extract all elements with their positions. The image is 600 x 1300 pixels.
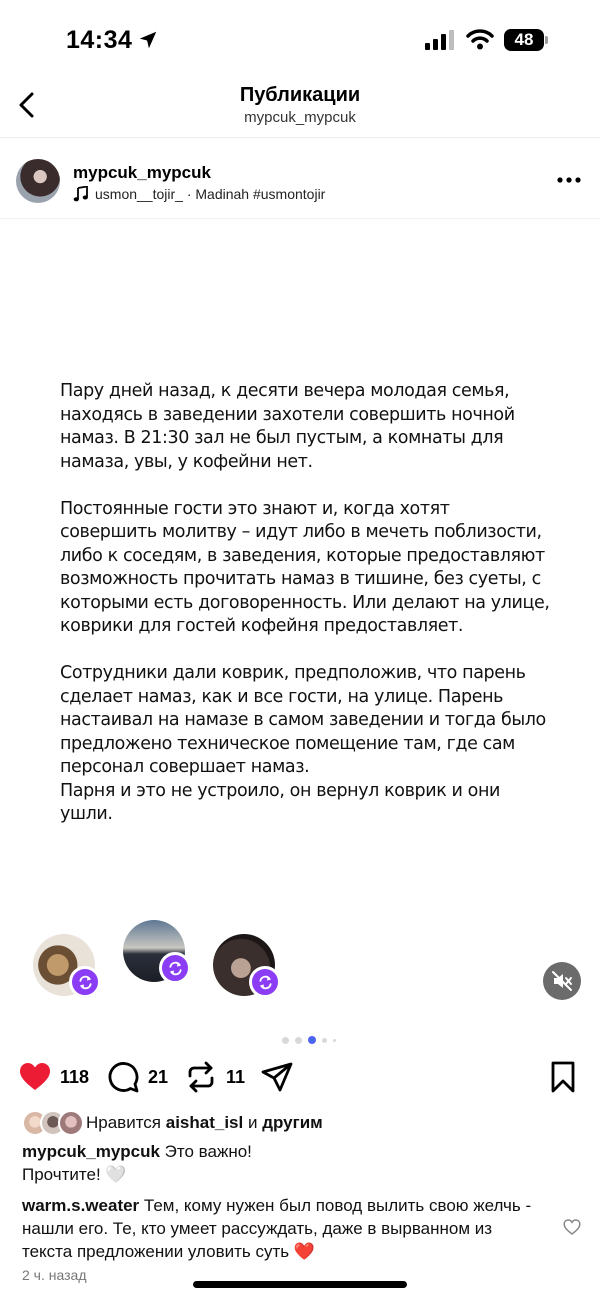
liker-avatars bbox=[22, 1110, 86, 1136]
post-timestamp: 2 ч. назад bbox=[22, 1267, 87, 1283]
comment-button[interactable] bbox=[106, 1060, 168, 1094]
liker-username[interactable]: aishat_isl bbox=[165, 1113, 244, 1132]
wifi-icon bbox=[466, 28, 494, 50]
repost-avatar[interactable] bbox=[123, 920, 185, 982]
carousel-indicator bbox=[282, 1036, 336, 1044]
music-note-icon bbox=[73, 186, 89, 202]
repost-icon bbox=[184, 1060, 218, 1094]
comment-count: 21 bbox=[148, 1066, 169, 1087]
battery-level: 48 bbox=[504, 29, 544, 51]
repost-icon bbox=[69, 966, 101, 998]
send-icon bbox=[260, 1060, 294, 1094]
repost-avatar[interactable] bbox=[33, 934, 95, 996]
signal-bars-icon bbox=[425, 30, 457, 50]
post-username[interactable]: mypcuk_mypcuk bbox=[73, 163, 211, 182]
post-text: Пару дней назад, к десяти вечера молодая семья, находясь в заведении захотели совершить ночной намаз. В 21:30 зал не был пустым, а комнаты для намаза, увы, у кофейни нет. Постоянные гости это знают и, когда хотят совершить молитву – идут либо в мечеть поблизости, либо к соседям, в заведения, которые предоставляют возможность прочитать намаз в тишине, без суеты, с которыми есть договоренность. Или делают на улице, коврики для гостей кофейня предоставляет. Сотрудники дали коврик, предположив, что парень сделает намаз, как и все гости, на улице. Парень настаивал на намазе в самом заведении и тогда было предложено техническое помещение там, где сам персонал совершает намаз. Парня и это не устроило, он вернул коврик и они ушли. bbox=[60, 381, 550, 824]
comment-text: Тем, кому нужен был повод вылить свою желчь - нашли его. Те, кто умеет рассуждать, даже в вырванном из текста предложении уловить суть ❤️ bbox=[22, 1196, 532, 1261]
music-track: Madinah #usmontojir bbox=[195, 186, 326, 202]
repost-icon bbox=[159, 952, 191, 984]
post-header bbox=[0, 139, 600, 219]
comment-username[interactable]: warm.s.weater bbox=[22, 1196, 140, 1215]
caption-text: Это важно! Прочтите! 🤍 bbox=[22, 1142, 252, 1184]
post-caption bbox=[22, 1140, 562, 1186]
likes-middle: и bbox=[243, 1113, 263, 1132]
post-actions bbox=[0, 1056, 600, 1100]
likes-others[interactable]: другим bbox=[262, 1113, 323, 1132]
repost-avatar[interactable] bbox=[213, 934, 275, 996]
caption-username[interactable]: mypcuk_mypcuk bbox=[22, 1142, 160, 1161]
post-media[interactable] bbox=[0, 220, 600, 1050]
location-arrow-icon bbox=[137, 29, 159, 51]
repost-button[interactable] bbox=[184, 1060, 245, 1094]
heart-filled-icon bbox=[18, 1060, 52, 1094]
comment-heart-icon[interactable] bbox=[563, 1218, 581, 1236]
home-indicator[interactable] bbox=[193, 1281, 407, 1288]
carousel-dot bbox=[282, 1037, 289, 1044]
speaker-muted-icon bbox=[551, 970, 573, 992]
like-count: 118 bbox=[60, 1066, 90, 1087]
repost-icon bbox=[249, 966, 281, 998]
like-button[interactable] bbox=[18, 1060, 89, 1094]
carousel-dot bbox=[322, 1038, 327, 1043]
bookmark-icon bbox=[546, 1060, 580, 1094]
battery-icon bbox=[504, 29, 548, 51]
avatar[interactable] bbox=[16, 159, 60, 203]
status-time: 14:34 bbox=[66, 26, 133, 54]
music-separator: · bbox=[182, 186, 196, 202]
comment-icon bbox=[106, 1060, 140, 1094]
page-header bbox=[0, 80, 600, 138]
likes-summary[interactable] bbox=[22, 1110, 323, 1136]
carousel-dot-active bbox=[308, 1036, 316, 1044]
more-options-icon[interactable] bbox=[556, 175, 582, 185]
page-title: Публикации bbox=[239, 84, 361, 106]
status-bar bbox=[0, 0, 600, 80]
likes-prefix: Нравится bbox=[86, 1113, 166, 1132]
save-button[interactable] bbox=[546, 1060, 580, 1094]
share-button[interactable] bbox=[260, 1060, 294, 1094]
music-info[interactable] bbox=[73, 186, 325, 202]
carousel-dot bbox=[333, 1039, 336, 1042]
music-artist: usmon__tojir_ bbox=[95, 186, 183, 202]
carousel-dot bbox=[295, 1037, 302, 1044]
mute-button[interactable] bbox=[543, 962, 581, 1000]
comment-item bbox=[22, 1194, 542, 1263]
page-subtitle: mypcuk_mypcuk bbox=[244, 109, 356, 126]
repost-count: 11 bbox=[226, 1066, 246, 1087]
